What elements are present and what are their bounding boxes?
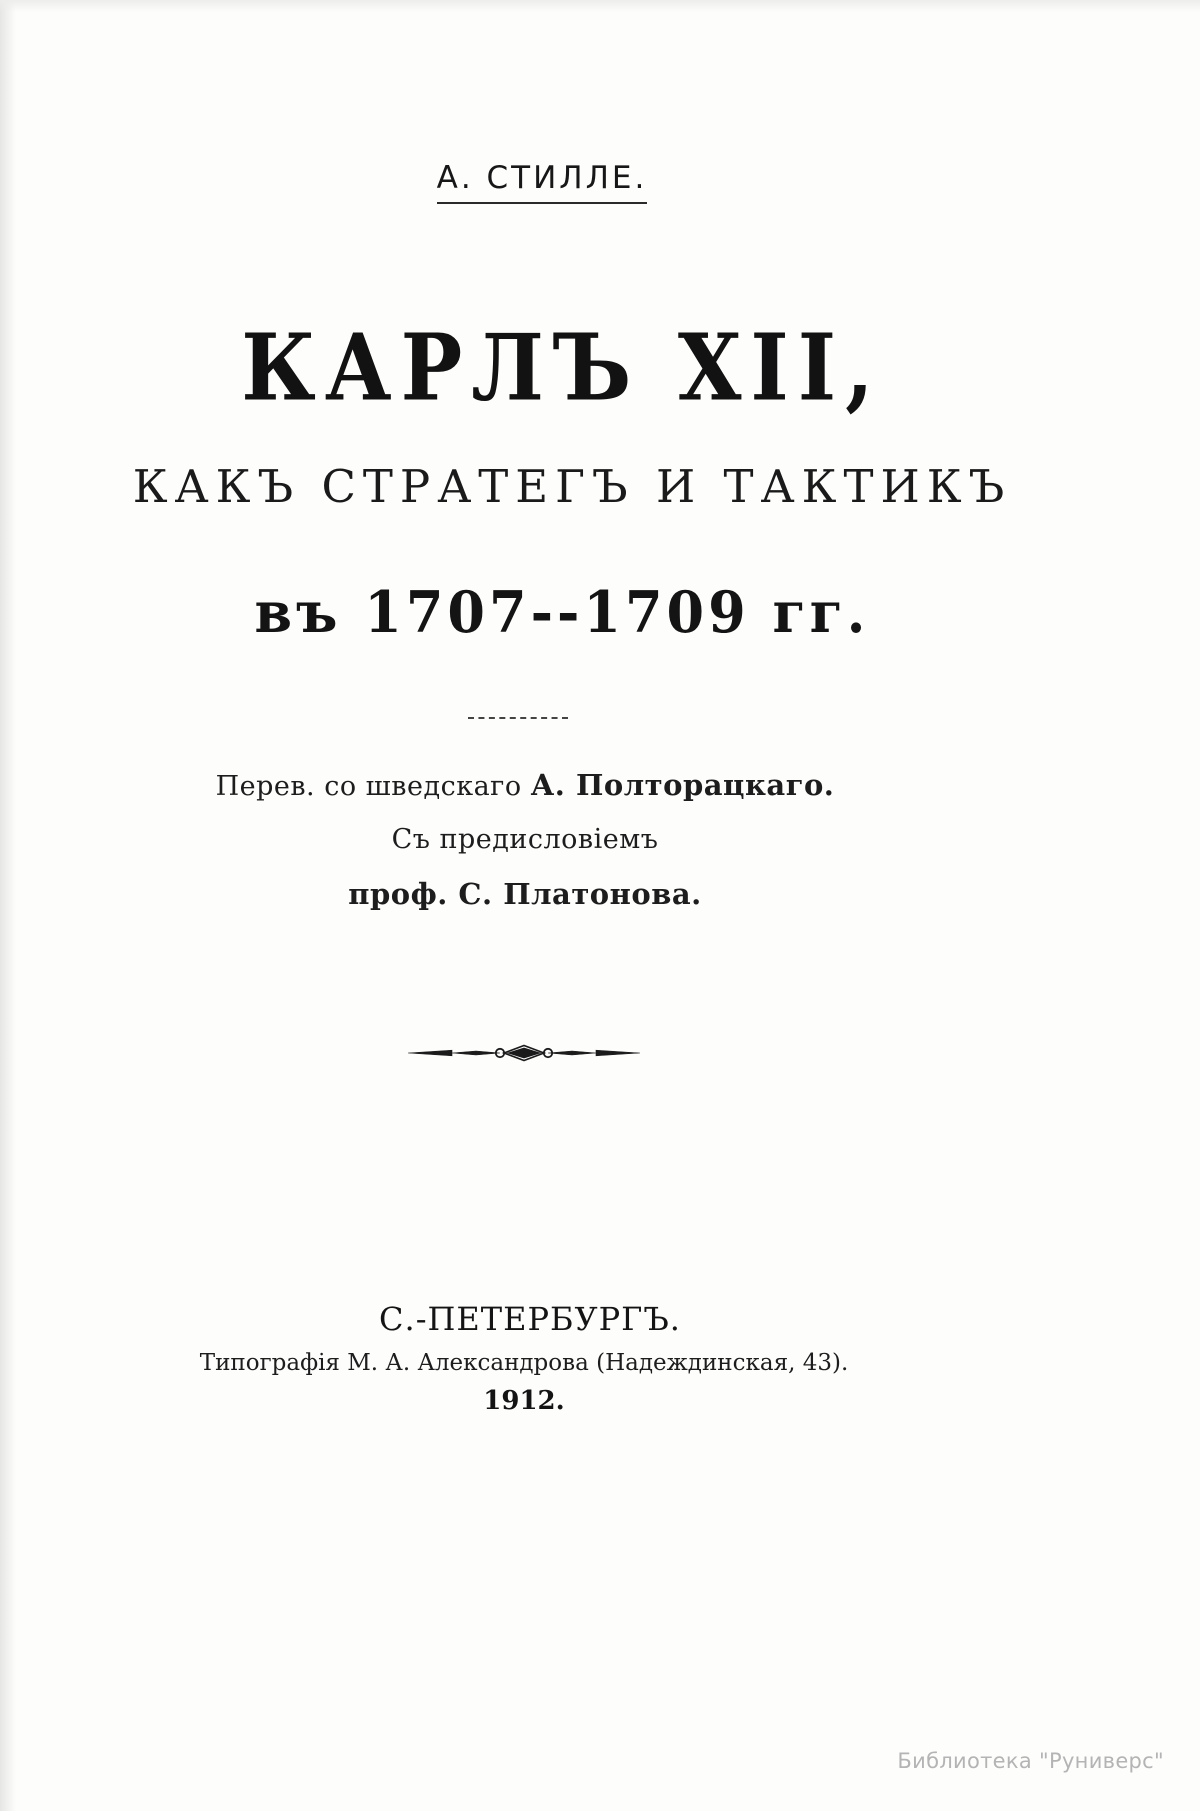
author-block	[0, 160, 1200, 204]
page-title-years: въ 1707--1709 гг.	[254, 578, 870, 646]
translator-name: А. Полторацкаго.	[530, 768, 835, 802]
translator-line	[0, 768, 1125, 802]
imprint-city: С.-ПЕТЕРБУРГЪ.	[379, 1300, 681, 1338]
imprint-printer: Типографія М. А. Александрова (Надеждинская, 43).	[199, 1350, 849, 1376]
preface-author: проф. С. Платонова.	[348, 877, 702, 911]
author-name: А. СТИЛЛЕ.	[437, 160, 648, 204]
translator-prefix: Перев. со шведскаго	[215, 771, 522, 802]
imprint-year: 1912.	[483, 1386, 565, 1416]
library-watermark: Библиотека "Руниверс"	[897, 1749, 1164, 1773]
scan-edge-top	[0, 0, 1200, 12]
page-subtitle: КАКЪ СТРАТЕГЪ И ТАКТИКЪ	[132, 460, 1012, 513]
imprint-block	[0, 1300, 1200, 1416]
credits-block	[0, 768, 1200, 933]
page-title: КАРЛЪ XII,	[241, 314, 883, 422]
dashed-rule-divider	[0, 706, 1200, 724]
preface-prefix: Съ предисловіемъ	[391, 824, 659, 855]
diamond-ornament	[0, 1040, 1200, 1071]
dashed-rule-line	[468, 717, 568, 719]
